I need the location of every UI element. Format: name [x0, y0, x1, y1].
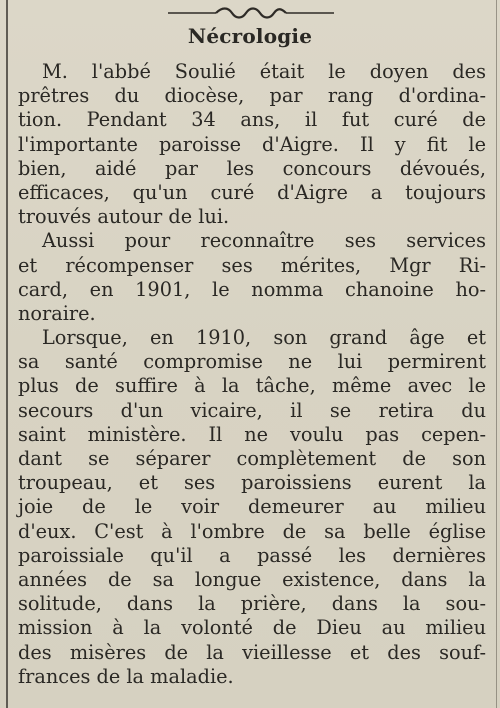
text-line: bien, aidé par les concours dévoués, — [18, 156, 486, 180]
text-line: années de sa longue existence, dans la — [18, 567, 486, 591]
article-heading: Nécrologie — [187, 24, 313, 48]
text-line: trouvés autour de lui. — [18, 205, 230, 229]
text-line: solitude, dans la prière, dans la sou- — [18, 592, 486, 616]
text-line: joie de le voir demeurer au milieu — [18, 495, 486, 519]
text-line: card, en 1901, le nomma chanoine ho- — [18, 277, 486, 301]
column-rule-left — [6, 0, 8, 708]
text-line: Aussi pour reconnaître ses services — [42, 229, 486, 253]
text-line: sa santé compromise ne lui permirent — [18, 350, 486, 374]
text-line: tion. Pendant 34 ans, il fut curé de — [18, 108, 486, 132]
text-line: paroissiale qu'il a passé les dernières — [18, 543, 486, 567]
text-line: des misères de la vieillesse et des souf- — [18, 640, 486, 664]
text-line: saint ministère. Il ne voulu pas cepen- — [18, 422, 486, 446]
paragraph — [18, 326, 486, 689]
text-line: secours d'un vicaire, il se retira du — [18, 398, 486, 422]
text-line: d'eux. C'est à l'ombre de sa belle église — [18, 519, 486, 543]
text-line: mission à la volonté de Dieu au milieu — [18, 616, 486, 640]
text-line: troupeau, et ses paroissiens eurent la — [18, 471, 486, 495]
paragraph — [18, 60, 486, 229]
text-line: efficaces, qu'un curé d'Aigre a toujours — [18, 180, 486, 204]
text-line: dant se séparer complètement de son — [18, 447, 486, 470]
text-line: Lorsque, en 1910, son grand âge et — [42, 326, 486, 350]
text-line: et récompenser ses mérites, Mgr Ri- — [18, 253, 486, 277]
text-line: frances de la maladie. — [18, 664, 234, 688]
text-line: noraire. — [18, 301, 96, 325]
ornament-divider — [168, 6, 334, 20]
text-line: M. l'abbé Soulié était le doyen des — [42, 60, 486, 83]
paragraph — [18, 229, 486, 326]
article-body — [18, 60, 486, 689]
text-line: prêtres du diocèse, par rang d'ordina- — [18, 84, 486, 108]
column-rule-right — [496, 0, 497, 708]
text-line: l'importante paroisse d'Aigre. Il y fit le — [18, 132, 486, 156]
text-line: plus de suffire à la tâche, même avec le — [18, 374, 486, 398]
